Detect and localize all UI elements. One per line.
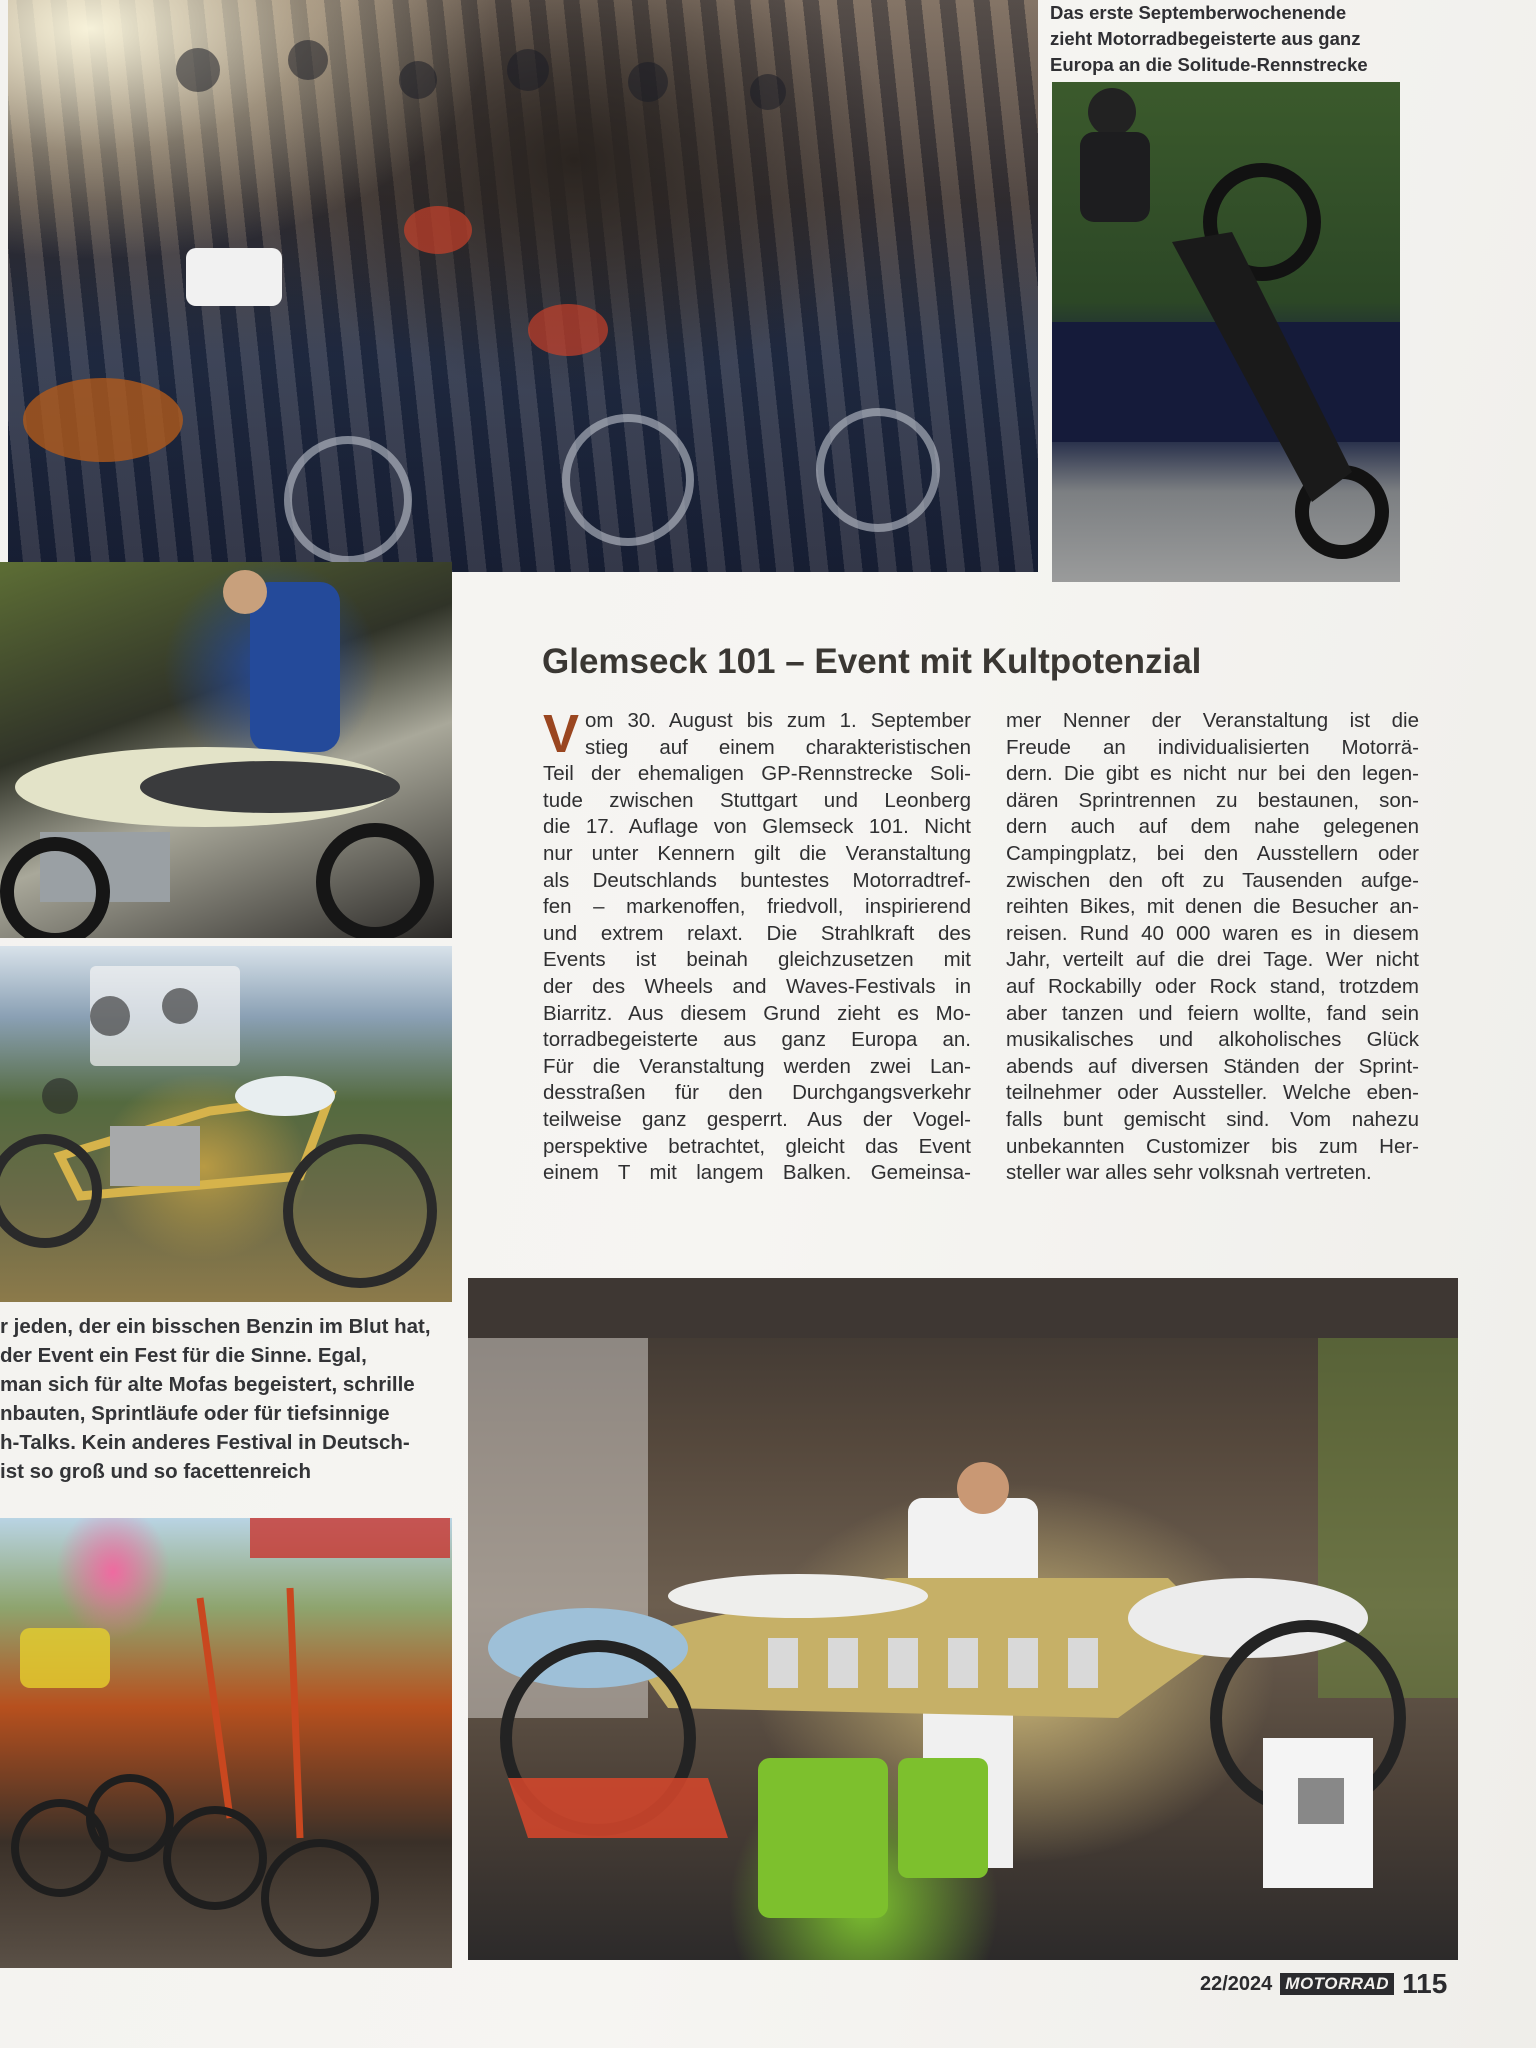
- garage-illustration: [468, 1278, 1458, 1960]
- article-line: mer Nenner der Veranstaltung ist die: [1006, 709, 1419, 732]
- magazine-logo: MOTORRAD: [1280, 1973, 1394, 1995]
- mofas-illustration: [0, 1518, 452, 1968]
- article-line: reisen. Rund 40 000 waren es in diesem: [1006, 921, 1419, 945]
- article-line: einem T mit langem Balken. Gemeinsa-: [543, 1161, 971, 1185]
- pull-quote-line: der Event ein Fest für die Sinne. Egal,: [0, 1344, 367, 1367]
- page-number: 115: [1402, 1968, 1448, 1999]
- article-line: Jahr, verteilt auf die drei Tage. Wer nicht: [1006, 948, 1419, 972]
- drop-cap: V: [543, 704, 580, 764]
- goldbike-illustration: [0, 946, 452, 1302]
- caption-line: zieht Motorradbegeisterte aus ganz: [1050, 28, 1361, 49]
- article-line: nur unter Kennern gilt die Veranstaltung: [543, 841, 971, 865]
- article-line: fen – markenoffen, friedvoll, inspirierend: [543, 895, 971, 919]
- caption-line: Das erste Septemberwochenende: [1050, 2, 1347, 23]
- article-line: Biarritz. Aus diesem Grund zieht es Mo-: [543, 1001, 971, 1025]
- article-line: zwischen den oft zu Tausenden aufge-: [1006, 868, 1419, 892]
- article-line: Campingplatz, bei den Ausstellern oder: [1006, 841, 1419, 865]
- article-line: om 30. August bis zum 1. September: [585, 709, 971, 732]
- article-line: teilweise ganz gesperrt. Aus der Vogel-: [543, 1107, 971, 1131]
- article-line: dern. Die gibt es nicht nur bei den legen-: [1006, 762, 1419, 786]
- pull-quote-line: r jeden, der ein bisschen Benzin im Blut hat,: [0, 1315, 431, 1338]
- article-line: tude zwischen Stuttgart und Leonberg: [543, 788, 971, 812]
- article-line: abends auf diversen Ständen der Sprint-: [1006, 1054, 1419, 1078]
- crowd-illustration: [8, 0, 1038, 572]
- pull-quote: [0, 1312, 452, 1486]
- article-headline: Glemseck 101 – Event mit Kultpotenzial: [542, 642, 1202, 681]
- article-line: die 17. Auflage von Glemseck 101. Nicht: [543, 815, 971, 839]
- article-line: reihten Bikes, mit denen die Besucher an-: [1006, 895, 1419, 919]
- article-line: steller war alles sehr volksnah vertreten.: [1006, 1161, 1372, 1185]
- photo-wheelie: [1052, 82, 1400, 582]
- pull-quote-line: man sich für alte Mofas begeistert, schrille: [0, 1373, 415, 1396]
- photo-custom-bike-rider: [0, 562, 452, 938]
- article-line: desstraßen für den Durchgangsverkehr: [543, 1081, 971, 1105]
- pull-quote-line: h-Talks. Kein anderes Festival in Deutsch-: [0, 1431, 410, 1454]
- pull-quote-line: nbauten, Sprintläufe oder für tiefsinnige: [0, 1402, 390, 1425]
- photo-crowd-motorcycles: [8, 0, 1038, 572]
- page-footer: [1200, 1966, 1447, 2002]
- article-line: Teil der ehemaligen GP-Rennstrecke Soli-: [543, 762, 971, 786]
- rider-illustration: [0, 562, 452, 938]
- article-line: aber tanzen und feiern wollte, fand sein: [1006, 1001, 1419, 1025]
- article-line: als Deutschlands buntestes Motorradtref-: [543, 868, 971, 892]
- article-line: der des Wheels and Waves-Festivals in: [543, 974, 971, 998]
- article-column-right: [1006, 708, 1419, 1187]
- photo-caption: [1050, 0, 1410, 92]
- article-line: teilnehmer oder Aussteller. Welche eben-: [1006, 1081, 1419, 1105]
- article-column-left: [543, 704, 971, 1187]
- article-line: und extrem relaxt. Die Strahlkraft des: [543, 921, 971, 945]
- article-line: perspektive betrachtet, gleicht das Event: [543, 1134, 971, 1158]
- article-line: auf Rockabilly oder Rock stand, trotzdem: [1006, 974, 1419, 998]
- photo-mopeds: [0, 1518, 452, 1968]
- wheelie-illustration: [1052, 82, 1400, 582]
- article-line: torradbegeisterte aus ganz Europa an.: [543, 1028, 971, 1052]
- pull-quote-line: ist so groß und so facettenreich: [0, 1460, 311, 1483]
- photo-multi-cylinder-bike: [468, 1278, 1458, 1960]
- article-line: Freude an individualisierten Motorrä-: [1006, 735, 1419, 759]
- issue-number: 22/2024: [1200, 1972, 1273, 1995]
- article-line: stieg auf einem charakteristischen: [585, 735, 971, 759]
- photo-gold-drag-bike: [0, 946, 452, 1302]
- article-line: dären Sprintrennen zu bestaunen, son-: [1006, 788, 1419, 812]
- article-line: Für die Veranstaltung werden zwei Lan-: [543, 1054, 971, 1078]
- article-line: dern auch auf dem nahe gelegenen: [1006, 815, 1419, 839]
- article-line: falls bunt gemischt sind. Vom nahezu: [1006, 1107, 1419, 1131]
- article-line: unbekannten Customizer bis zum Her-: [1006, 1134, 1419, 1158]
- article-line: musikalisches und alkoholisches Glück: [1006, 1028, 1419, 1052]
- caption-line: Europa an die Solitude-Rennstrecke: [1050, 54, 1368, 75]
- article-line: Events ist beinah gleichzusetzen mit: [543, 948, 971, 972]
